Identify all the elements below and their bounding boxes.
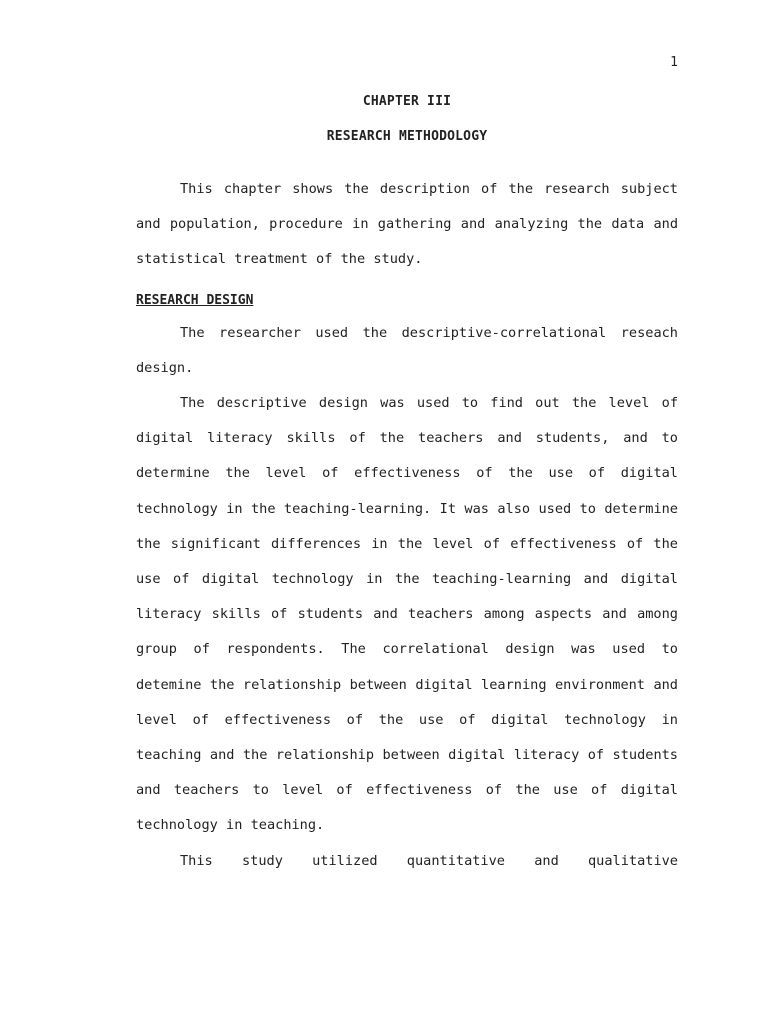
page-number: 1 (670, 55, 678, 70)
body-paragraph: The researcher used the descriptive-correlational reseach design. (136, 324, 678, 376)
chapter-title: RESEARCH METHODOLOGY (326, 129, 488, 144)
page-content (136, 92, 678, 879)
intro-paragraph: This chapter shows the description of the research subject and population, procedure in gathering and analyzing the data and statistical treatment of the study. (136, 181, 678, 268)
chapter-heading: CHAPTER III (362, 94, 452, 109)
body-paragraph: The descriptive design was used to find out the level of digital literacy skills of the teachers and students, and to determine the level of effectiveness of the use of digital technology in the teaching-learning. It was also used to determine the significant differences in the level of effectiveness of the use of digital technology in the teaching-learning and digital literacy skills of students and teachers among aspects and among group of respondents. The correlational design was used to detemine the relationship between digital learning environment and level of effectiveness of the use of digital technology in teaching and the relationship between digital literacy of students and teachers to level of effectiveness of the use of digital technology in teaching. (136, 395, 678, 834)
body-paragraph: This study utilized quantitative and qualitative (180, 852, 678, 869)
section-heading: RESEARCH DESIGN (136, 292, 254, 308)
